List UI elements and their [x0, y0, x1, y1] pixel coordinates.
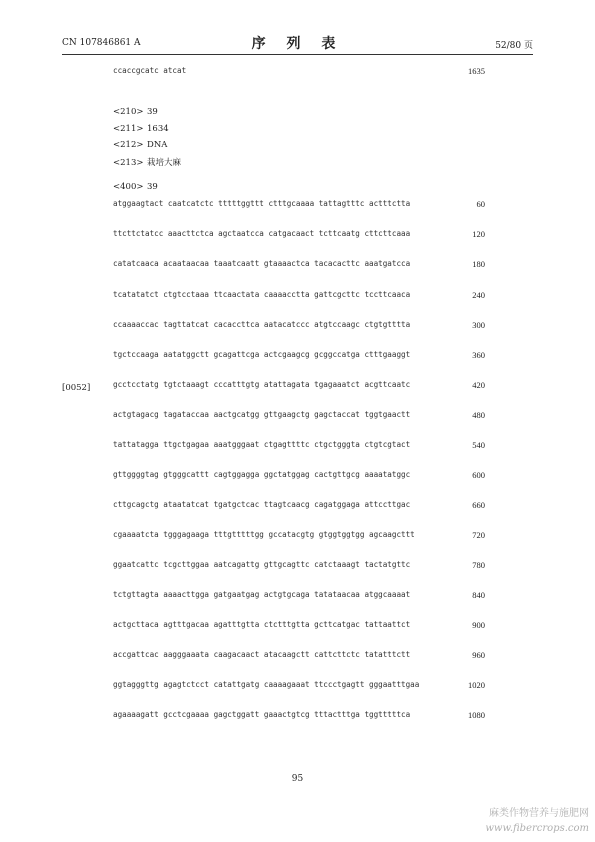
- page-title: 序 列 表: [251, 36, 344, 52]
- sequence-line: catatcaaca acaataacaa taaatcaatt gtaaaactca tacacacttc aaatgatcca: [113, 259, 411, 268]
- sequence-count: 720: [472, 530, 485, 540]
- sequence-count: 480: [472, 410, 485, 420]
- patent-number: CN 107846861 A: [62, 38, 141, 48]
- page-number: 95: [291, 774, 304, 784]
- sequence-count: 300: [472, 320, 485, 330]
- meta-row: [113, 107, 158, 117]
- sequence-count: 660: [472, 500, 485, 510]
- previous-sequence-tail: ccaccgcatc atcat: [113, 66, 187, 75]
- meta-tag: <400>: [113, 182, 144, 192]
- meta-tag: <210>: [113, 107, 144, 117]
- meta-tag: <212>: [113, 140, 144, 150]
- sequence-count: 600: [472, 470, 485, 480]
- sequence-line: gttggggtag gtgggcattt cagtggagga ggctatggag cactgttgcg aaaatatggc: [113, 470, 411, 479]
- sequence-line: tgctccaaga aatatggctt gcagattcga actcgaagcg gcggccatga ctttgaaggt: [113, 350, 411, 359]
- sequence-line: agaaaagatt gcctcgaaaa gagctggatt gaaactgtcg tttactttga tggtttttca: [113, 710, 411, 719]
- meta-value: DNA: [147, 140, 168, 150]
- sequence-line: actgtagacg tagataccaa aactgcatgg gttgaagctg gagctaccat tggtgaactt: [113, 410, 411, 419]
- sequence-line: ttcttctatcc aaacttctca agctaatcca catgacaact tcttcaatg cttcttcaaa: [113, 229, 411, 238]
- sequence-count: 840: [472, 590, 485, 600]
- sequence-line: actgcttaca agtttgacaa agatttgtta ctctttgtta gcttcatgac tattaattct: [113, 620, 411, 629]
- sequence-count: 1020: [468, 680, 485, 690]
- sequence-count: 180: [472, 259, 485, 269]
- meta-value: 栽培大麻: [147, 158, 182, 168]
- previous-sequence-count: 1635: [468, 66, 485, 76]
- sequence-count: 1080: [468, 710, 485, 720]
- meta-value: 39: [147, 182, 158, 192]
- sequence-line: tcatatatct ctgtcctaaa ttcaactata caaaacctta gattcgcttc tccttcaaca: [113, 290, 411, 299]
- sequence-line: ccaaaaccac tagttatcat cacaccttca aatacatccc atgtccaagc ctgtgtttta: [113, 320, 411, 329]
- meta-row: [113, 156, 181, 168]
- sequence-count: 420: [472, 380, 485, 390]
- page-counter: 52/80 页: [495, 41, 533, 51]
- watermark-title: 麻类作物营养与施肥网: [489, 808, 589, 819]
- meta-tag: <211>: [113, 124, 144, 134]
- paragraph-tag: [0052]: [62, 383, 91, 393]
- sequence-line: ggtagggttg agagtctcct catattgatg caaaagaaat ttccctgagtt gggaatttgaa: [113, 680, 420, 689]
- meta-value: 1634: [147, 124, 169, 134]
- sequence-count: 780: [472, 560, 485, 570]
- meta-value: 39: [147, 107, 158, 117]
- watermark: [485, 806, 589, 836]
- watermark-url: www.fibercrops.com: [485, 823, 589, 834]
- header-divider: [62, 54, 533, 55]
- sequence-count: 60: [476, 199, 485, 209]
- sequence-line: cttgcagctg ataatatcat tgatgctcac ttagtcaacg cagatggaga attccttgac: [113, 500, 411, 509]
- sequence-count: 900: [472, 620, 485, 630]
- sequence-line: ggaatcattc tcgcttggaa aatcagattg gttgcagttc catctaaagt tactatgttc: [113, 560, 411, 569]
- sequence-line: accgattcac aagggaaata caagacaact atacaagctt cattcttctc tatatttctt: [113, 650, 411, 659]
- meta-row: [113, 124, 169, 134]
- sequence-count: 120: [472, 229, 485, 239]
- sequence-line: tctgttagta aaaacttgga gatgaatgag actgtgcaga tatataacaa atggcaaaat: [113, 590, 411, 599]
- sequence-line: atggaagtact caatcatctc tttttggttt ctttgcaaaa tattagtttc actttctta: [113, 199, 411, 208]
- sequence-line: tattatagga ttgctgagaa aaatgggaat ctgagttttc ctgctgggta ctgtcgtact: [113, 440, 411, 449]
- sequence-count: 960: [472, 650, 485, 660]
- sequence-line: gcctcctatg tgtctaaagt cccatttgtg atattagata tgagaaatct acgttcaatc: [113, 380, 411, 389]
- sequence-count: 240: [472, 290, 485, 300]
- sequence-line: cgaaaatcta tgggagaaga tttgtttttgg gccatacgtg gtggtggtgg agcaagcttt: [113, 530, 415, 539]
- sequence-count: 540: [472, 440, 485, 450]
- meta-tag: <213>: [113, 158, 144, 168]
- meta-row: [113, 140, 167, 150]
- sequence-count: 360: [472, 350, 485, 360]
- meta-row: [113, 182, 158, 192]
